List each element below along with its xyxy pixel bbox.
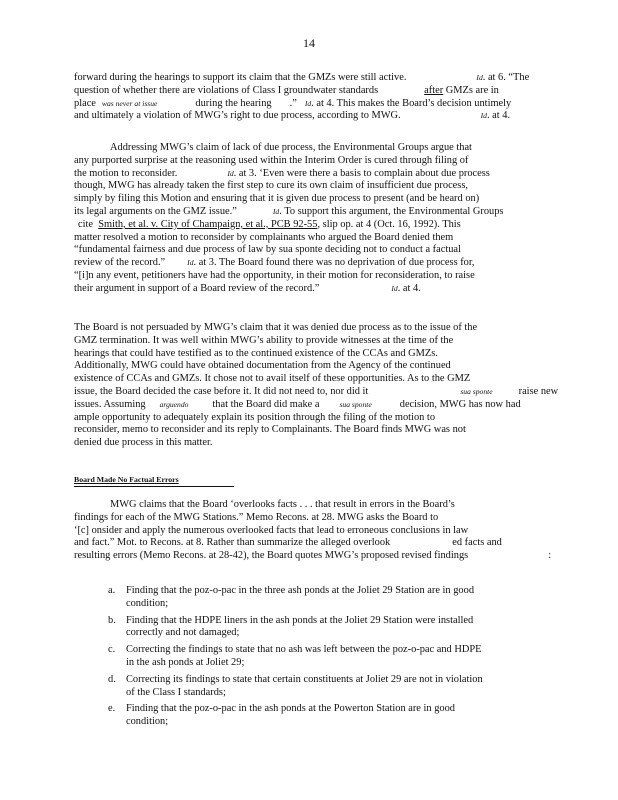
text-line: denied due process in this matter.	[74, 437, 213, 449]
citation-id: Id	[480, 111, 487, 121]
text-line: GMZ termination. It was well within MWG’s ability to provide witnesses at the time of the	[74, 334, 454, 346]
text-line: “[i]n any event, petitioners have had the opportunity, in their motion for reconsideration, to raise	[74, 269, 475, 281]
text-span: GMZs are in	[443, 84, 499, 96]
text-line: Finding that the poz-o-pac in the three ash ponds at the Joliet 29 Station are in good	[126, 585, 475, 596]
text-span: . at 4.	[486, 110, 511, 122]
text-span: question of whether there are violations of Class I groundwater standards	[74, 84, 379, 96]
text-span: . at 4. This makes the Board’s decision untimely	[311, 97, 512, 109]
text-line	[74, 399, 550, 412]
text-line: Correcting the findings to state that no ash was left between the poz-o-pac and HDPE	[126, 644, 482, 656]
list-item	[100, 644, 550, 670]
text-span: , slip op. at 4 (Oct. 16, 1992). This	[317, 218, 461, 230]
text-line	[74, 550, 550, 563]
list-marker: a.	[108, 585, 116, 596]
italic-text: sua sponte	[460, 386, 493, 396]
list-item	[100, 674, 550, 700]
list-marker: c.	[108, 644, 116, 656]
text-line: condition;	[126, 597, 169, 609]
citation-id: Id	[304, 98, 312, 108]
underlined-text: after	[424, 84, 444, 96]
paragraph-3	[74, 322, 559, 450]
paragraph-1	[74, 72, 550, 123]
text-span: issues. Assuming	[74, 398, 146, 410]
text-line: Addressing MWG’s claim of lack of due process, the Environmental Groups argue that	[110, 142, 472, 153]
text-line	[74, 219, 550, 232]
italic-text: sua sponte	[339, 399, 372, 409]
citation-id: Id	[227, 168, 234, 178]
text-line	[74, 168, 550, 181]
text-span: . To support this argument, the Environmental Groups	[279, 205, 504, 217]
citation-id: Id	[272, 206, 280, 216]
text-span: .”	[289, 97, 297, 109]
text-line: hearings that could have testified as to the continued existence of the CCAs and GMZs.	[74, 347, 438, 359]
text-span: cite	[78, 218, 93, 230]
text-span: that the Board did make a	[212, 398, 320, 410]
page-number: 14	[303, 36, 315, 50]
text-line: ample opportunity to adequately explain its position through the filing of the motion to	[74, 411, 436, 423]
text-span: raise new	[518, 385, 559, 397]
text-line	[74, 85, 550, 98]
citation-id: Id	[476, 73, 483, 82]
text-line: MWG claims that the Board ‘overlooks facts . . . that result in errors in the Board’s	[110, 499, 455, 510]
text-line	[74, 283, 550, 296]
text-span: decision, MWG has now had	[399, 398, 521, 410]
text-line: Finding that the HDPE liners in the ash ponds at the Joliet 29 Station were installed	[126, 614, 474, 626]
text-line	[74, 110, 550, 123]
section-heading: Board Made No Factual Errors	[74, 475, 179, 484]
paragraph-4	[74, 499, 550, 563]
text-line	[74, 98, 550, 111]
heading-rule	[74, 486, 234, 487]
text-span: place	[74, 97, 96, 109]
text-span: . at 6. “The	[482, 72, 530, 83]
text-line: any purported surprise at the reasoning used within the Interim Order is cured through filing of	[74, 154, 469, 166]
text-line: ‘[c] onsider and apply the numerous overlooked facts that lead to erroneous conclusions in law	[74, 524, 469, 536]
italic-text: was never at issue	[101, 98, 158, 108]
text-line	[74, 385, 559, 399]
text-line	[74, 257, 550, 270]
text-line: matter resolved a motion to reconsider by complainants who argued the Board denied them	[74, 231, 454, 243]
list-marker: e.	[108, 703, 116, 715]
text-line: existence of CCAs and GMZs. It chose not to avail itself of these opportunities. As to the GMZ	[74, 373, 471, 385]
text-span: their argument in support of a Board review of the record.”	[74, 282, 320, 294]
text-span: issue, the Board decided the case before it. It did not need to, nor did it	[74, 385, 369, 397]
paragraph-2	[74, 142, 550, 296]
list-item	[100, 703, 550, 729]
findings-list	[100, 585, 550, 733]
text-span: ed facts and	[452, 537, 502, 549]
case-citation: Smith, et al. v. City of Champaign, et al., PCB 92-55	[98, 218, 318, 230]
text-span: and fact.” Mot. to Recons. at 8. Rather than summarize the alleged overlook	[74, 537, 391, 549]
text-line: Additionally, MWG could have obtained documentation from the Agency of the continued	[74, 360, 451, 372]
text-span: resulting errors (Memo Recons. at 28-42), the Board quotes MWG’s proposed revised findings	[74, 550, 469, 562]
citation-id: Id	[391, 283, 398, 293]
text-line: in the ash ponds at Joliet 29;	[126, 656, 245, 668]
text-span: forward during the hearings to support its claim that the GMZs were still active.	[74, 72, 407, 83]
text-line: The Board is not persuaded by MWG’s claim that it was denied due process as to the issue of the	[74, 322, 478, 333]
list-marker: d.	[108, 673, 116, 685]
text-span: and ultimately a violation of MWG’s right to due process, according to MWG.	[74, 110, 401, 122]
text-span: the motion to reconsider.	[74, 167, 178, 179]
text-span: . at 4.	[397, 282, 421, 294]
text-span: . at 3. ‘Even were there a basis to complain about due process	[233, 167, 490, 179]
text-line: of the Class I standards;	[126, 686, 226, 698]
text-span: during the hearing	[195, 97, 272, 109]
list-item	[100, 615, 550, 641]
text-line: correctly and not damaged;	[126, 627, 240, 639]
text-line: findings for each of the MWG Stations.” Memo Recons. at 28. MWG asks the Board to	[74, 511, 439, 523]
text-line	[74, 72, 550, 85]
text-line: condition;	[126, 716, 169, 728]
italic-text: arguendo	[159, 399, 189, 409]
text-line: though, MWG has already taken the first step to cure its own claim of insufficient due process,	[74, 180, 468, 192]
citation-id: Id	[187, 258, 194, 268]
list-item	[100, 585, 550, 611]
text-span: . at 3. The Board found there was no deprivation of due process for,	[193, 257, 475, 269]
list-marker: b.	[108, 614, 116, 626]
text-line: Finding that the poz-o-pac in the ash ponds at the Powerton Station are in good	[126, 703, 455, 715]
text-line	[74, 206, 550, 219]
text-span: review of the record.”	[74, 257, 166, 269]
text-line	[74, 537, 550, 550]
text-line: reconsider, memo to reconsider and its reply to Complainants. The Board finds MWG was not	[74, 424, 466, 436]
text-line: Correcting its findings to state that certain constituents at Joliet 29 are not in violation	[126, 673, 483, 685]
text-line: simply by filing this Motion and ensuring that it is given due process to present (and be heard on)	[74, 193, 480, 205]
text-span: :	[548, 550, 552, 562]
text-line: “fundamental fairness and due process of law by sua sponte deciding not to conduct a factual	[74, 244, 461, 256]
text-span: its legal arguments on the GMZ issue.”	[74, 205, 237, 217]
